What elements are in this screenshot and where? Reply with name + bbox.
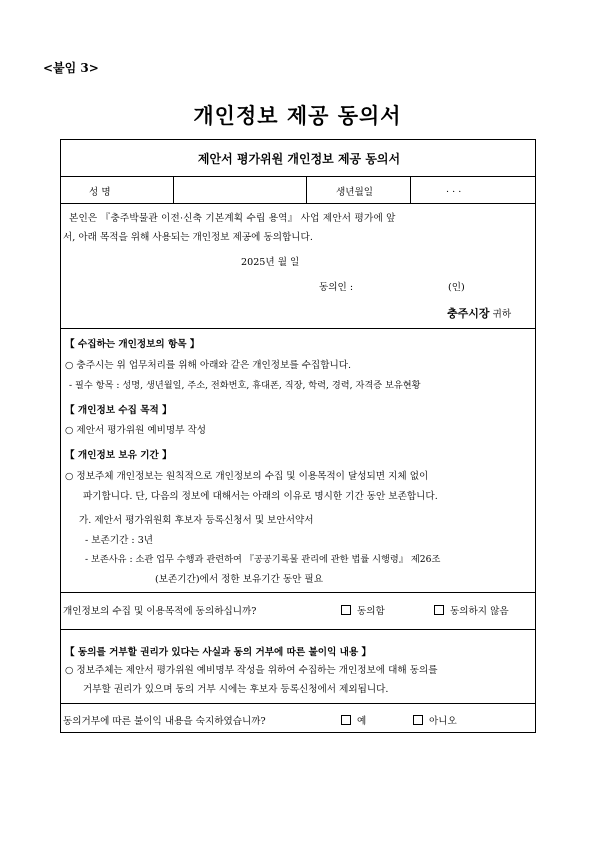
attachment-label: <붙임 3> (43, 61, 99, 75)
retention-line: ○ 정보주체 개인정보는 원칙적으로 개인정보의 수집 및 이용목적이 달성되면 지체 없이 (65, 471, 429, 482)
retention-line: - 보존사유 : 소관 업무 수행과 관련하여 『공공기록물 관리에 관한 법률 시행령』 제26조 (85, 554, 441, 565)
refusal-line: ○ 정보주체는 제안서 평가위원 예비명부 작성을 위하여 수집하는 개인정보에 대해 동의를 (65, 665, 438, 676)
checkbox-yes[interactable] (341, 713, 366, 727)
divider (61, 203, 535, 204)
checkbox-icon (413, 715, 423, 725)
option-label: 동의함 (357, 606, 385, 617)
items-line: ○ 충주시는 위 업무처리를 위해 아래와 같은 개인정보를 수집합니다. (65, 360, 352, 371)
option-label: 동의하지 않음 (450, 606, 509, 617)
divider (61, 592, 535, 593)
checkbox-no[interactable] (413, 713, 457, 727)
checkbox-icon (434, 605, 444, 615)
question-agree: 개인정보의 수집 및 이용목적에 동의하십니까? (63, 606, 257, 617)
recipient-suffix: 귀하 (489, 309, 512, 320)
name-label: 성 명 (89, 187, 111, 198)
checkbox-disagree[interactable] (434, 603, 509, 617)
retention-line: - 보존기간 : 3년 (85, 535, 154, 546)
page-title: 개인정보 제공 동의서 (193, 104, 402, 128)
form-title: 제안서 평가위원 개인정보 제공 동의서 (197, 152, 401, 166)
checkbox-agree[interactable] (341, 603, 385, 617)
consent-form (60, 139, 536, 733)
divider (61, 629, 535, 630)
signer-label: 동의인 : (319, 282, 354, 293)
divider (306, 176, 307, 203)
purpose-line: ○ 제안서 평가위원 예비명부 작성 (65, 425, 207, 436)
birth-field[interactable]: . . . (446, 184, 462, 195)
option-label: 예 (357, 716, 367, 727)
recipient-name: 충주시장 (447, 307, 490, 320)
divider (61, 703, 535, 704)
checkbox-icon (341, 605, 351, 615)
birth-label: 생년월일 (336, 187, 374, 198)
consent-date: 2025년 월 일 (241, 257, 300, 268)
section-heading-items: 【 수집하는 개인정보의 항목 】 (65, 339, 200, 350)
section-heading-retention: 【 개인정보 보유 기간 】 (65, 450, 172, 461)
recipient (447, 305, 511, 321)
retention-line: 가. 제안서 평가위원회 후보자 등록신청서 및 보안서약서 (79, 515, 314, 526)
name-field[interactable] (177, 178, 307, 199)
consent-line: 본인은 『충주박물관 이전·신축 기본계획 수립 용역』 사업 제안서 평가에 앞 (69, 213, 396, 224)
retention-line: 파기합니다. 단, 다음의 정보에 대해서는 아래의 이유로 명시한 기간 동안 보존합니다. (83, 491, 438, 502)
section-heading-refusal: 【 동의를 거부할 권리가 있다는 사실과 동의 거부에 따른 불이익 내용 】 (65, 647, 372, 658)
refusal-line: 거부할 권리가 있으며 동의 거부 시에는 후보자 등록신청에서 제외됩니다. (83, 684, 389, 695)
items-line: - 필수 항목 : 성명, 생년월일, 주소, 전화번호, 휴대폰, 직장, 학력, 경력, 자격증 보유현황 (69, 380, 421, 391)
section-heading-purpose: 【 개인정보 수집 목적 】 (65, 405, 172, 416)
divider (410, 176, 411, 203)
option-label: 아니오 (429, 716, 457, 727)
checkbox-icon (341, 715, 351, 725)
divider (61, 328, 535, 329)
retention-line: (보존기간)에서 정한 보유기간 동안 필요 (155, 574, 323, 585)
seal-mark: (인) (448, 282, 465, 293)
consent-line: 서, 아래 목적을 위해 사용되는 개인정보 제공에 동의합니다. (63, 232, 313, 243)
question-acknowledge: 동의거부에 따른 불이익 내용을 숙지하였습니까? (63, 716, 266, 727)
divider (173, 176, 174, 203)
divider (61, 176, 535, 177)
